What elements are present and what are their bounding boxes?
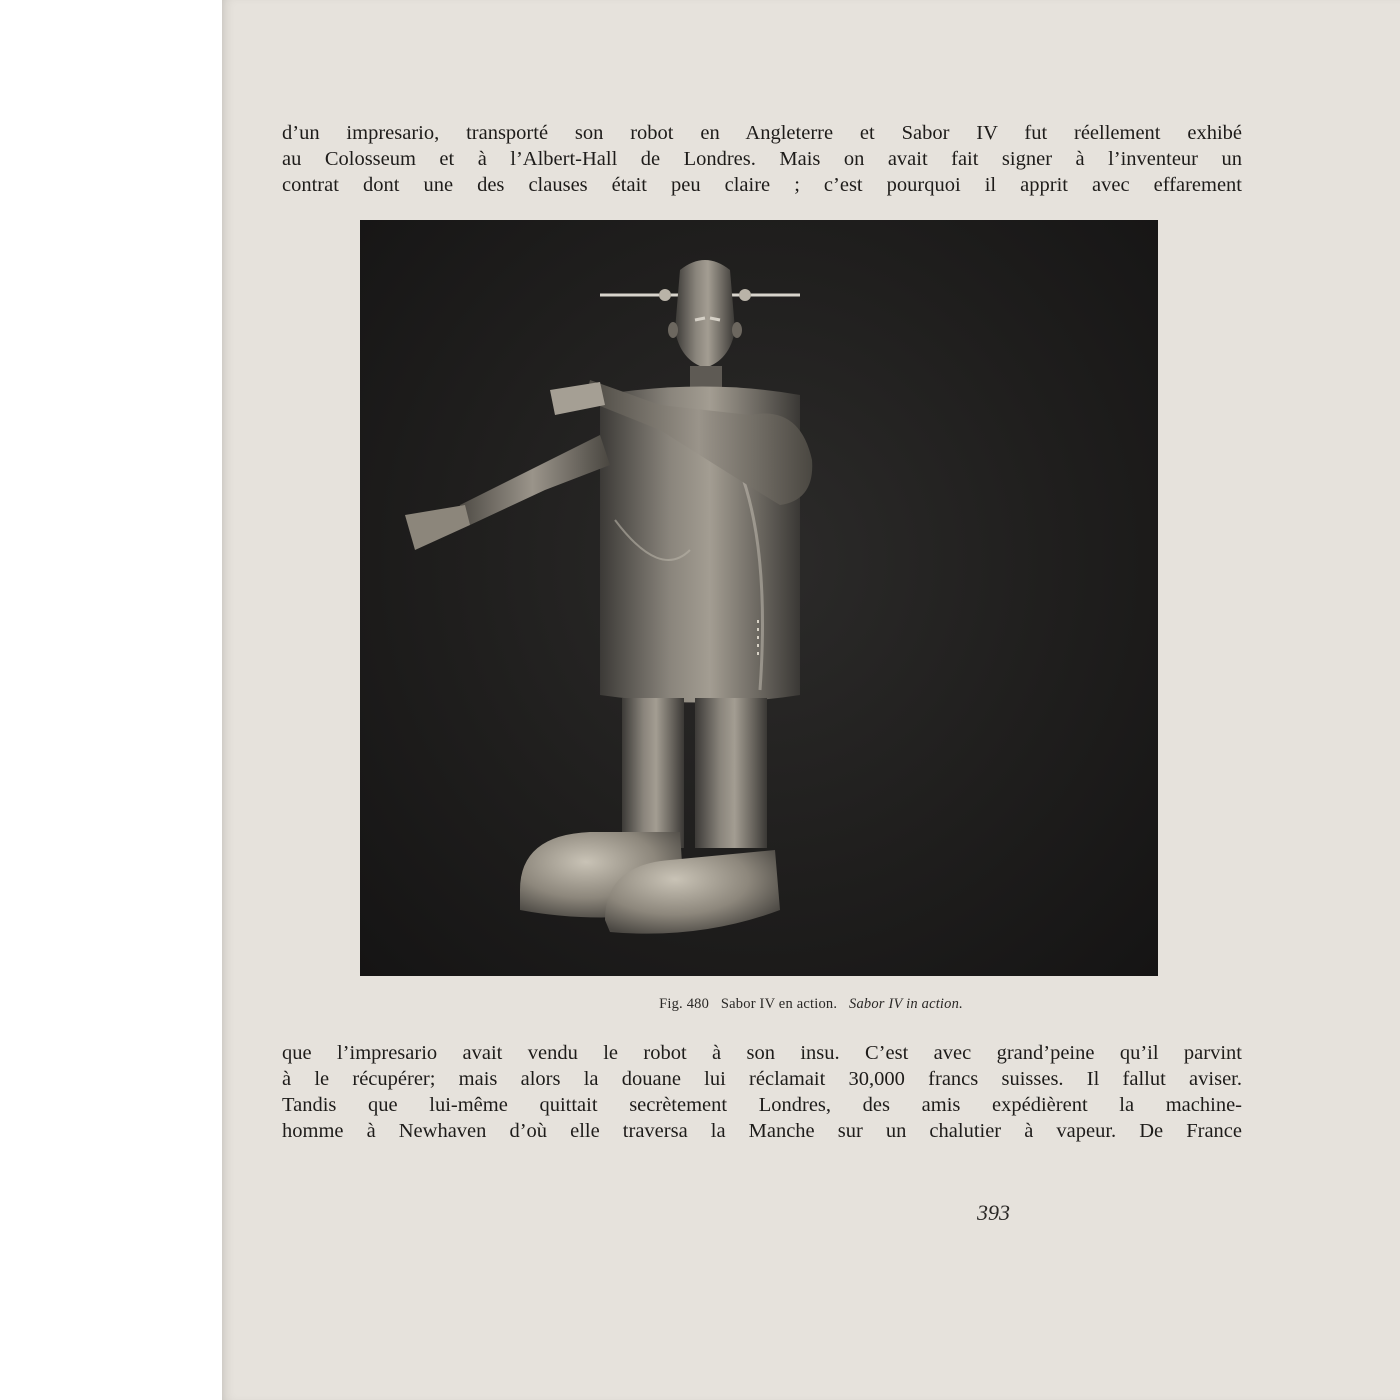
figure-label: Fig. 480 [659, 996, 710, 1012]
top-paragraph [282, 120, 1242, 198]
text-line: que l’impresario avait vendu le robot à son insu. C’est avec grand’peine qu’il parvint [282, 1042, 1242, 1064]
figure-caption [222, 996, 1400, 1013]
caption-french: Sabor IV en action. [720, 996, 838, 1012]
bottom-paragraph [282, 1040, 1242, 1144]
text-line: d’un impresario, transporté son robot en Angleterre et Sabor IV fut réellement exhibé [282, 122, 1242, 144]
book-page [222, 0, 1400, 1400]
caption-english: Sabor IV in action. [849, 996, 963, 1012]
text-line: au Colosseum et à l’Albert-Hall de Londres. Mais on avait fait signer à l’inventeur un [282, 148, 1242, 170]
text-line: à le récupérer; mais alors la douane lui réclamait 30,000 francs suisses. Il fallut aviser. [282, 1068, 1242, 1090]
robot-photograph [360, 220, 1158, 976]
text-line: contrat dont une des clauses était peu claire ; c’est pourquoi il apprit avec effarement [282, 174, 1242, 196]
text-line: homme à Newhaven d’où elle traversa la Manche sur un chalutier à vapeur. De France [282, 1120, 1242, 1142]
page-number: 393 [977, 1200, 1010, 1225]
text-line: Tandis que lui-même quittait secrètement Londres, des amis expédièrent la machine- [282, 1094, 1242, 1116]
